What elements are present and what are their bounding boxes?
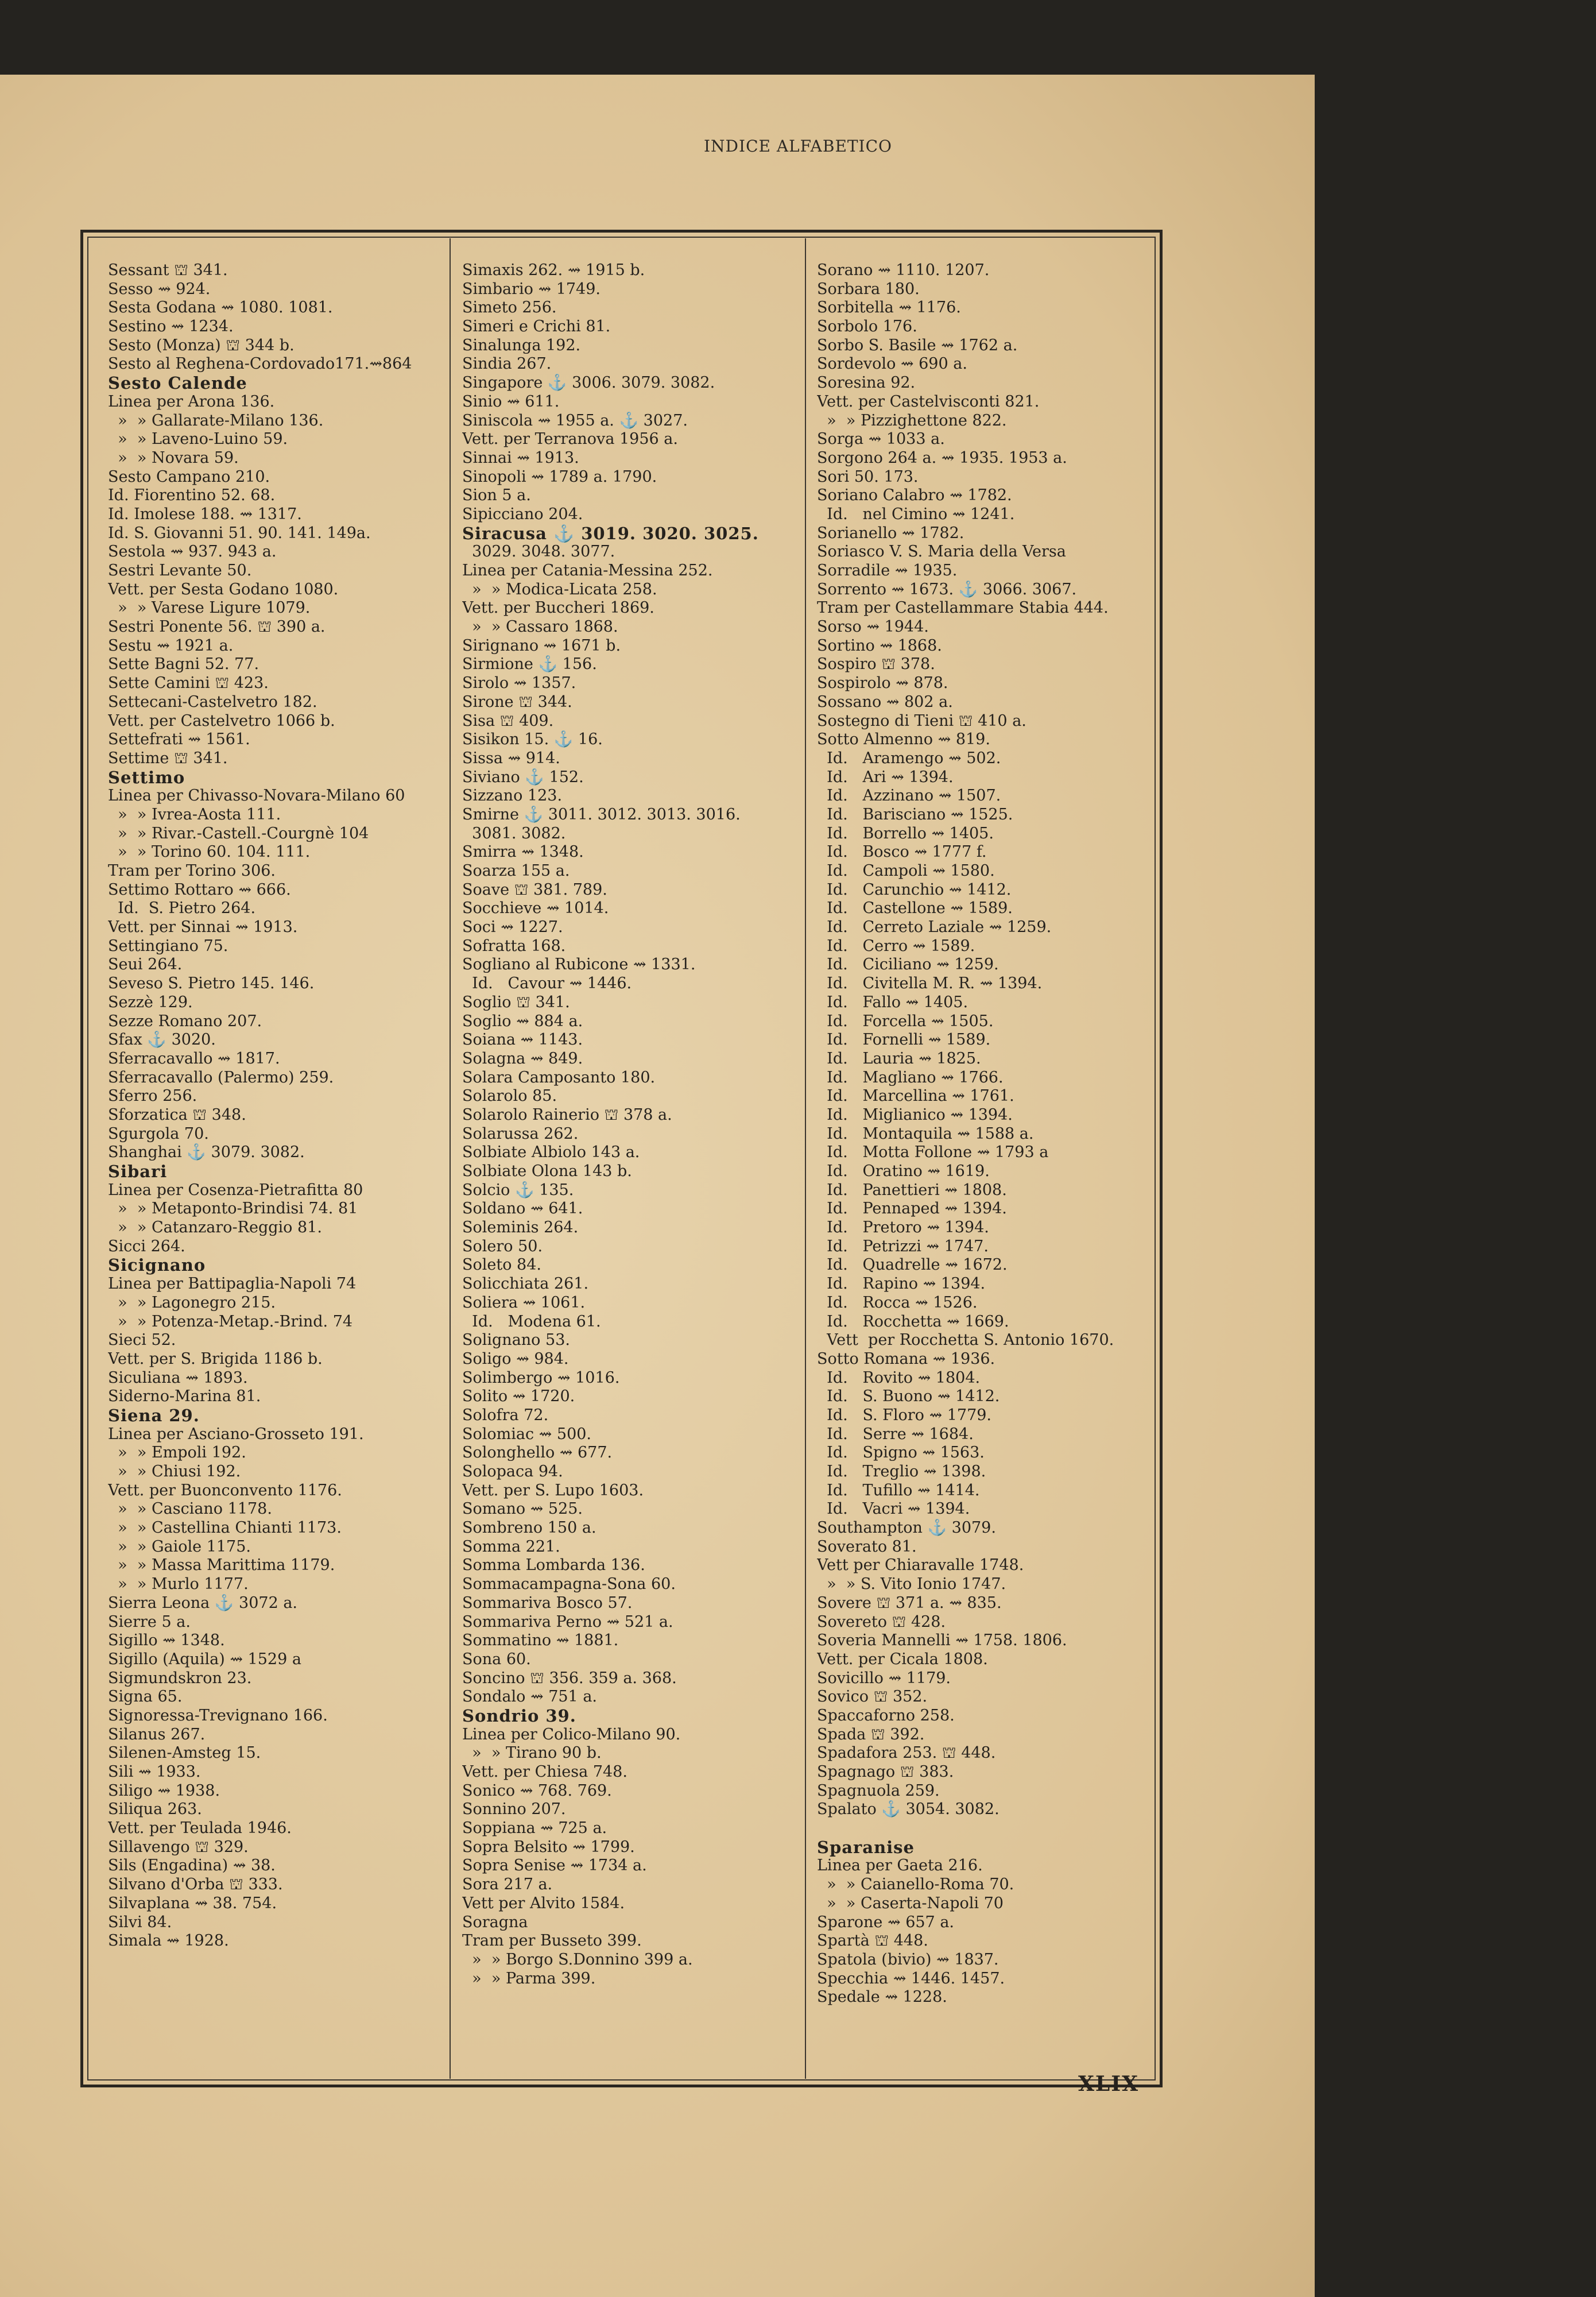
index-entry: Sicci 264. [108, 1237, 185, 1255]
index-entry: Simbario ⇝ 1749. [462, 280, 601, 298]
index-entry: Signa 65. [108, 1688, 183, 1706]
index-entry: Sferracavallo (Palermo) 259. [108, 1068, 334, 1086]
index-entry: Id. Fallo ⇝ 1405. [817, 993, 969, 1011]
index-entry: Soveria Mannelli ⇝ 1758. 1806. [817, 1631, 1067, 1650]
index-entry: Settingiano 75. [108, 937, 228, 955]
index-entry: Sessant ⛫ 341. [108, 261, 228, 279]
index-entry: Specchia ⇝ 1446. 1457. [817, 1969, 1005, 1987]
index-entry: Sorbara 180. [817, 280, 920, 298]
index-entry: Id. Marcellina ⇝ 1761. [817, 1087, 1014, 1105]
index-entry: Siviano ⚓ 152. [462, 768, 584, 786]
index-entry: Id. Rovito ⇝ 1804. [817, 1368, 981, 1387]
index-entry: Sesto (Monza) ⛫ 344 b. [108, 336, 295, 354]
index-entry: Sovereto ⛫ 428. [817, 1612, 946, 1631]
index-entry: Soragna [462, 1913, 528, 1931]
index-entry: Tram per Torino 306. [108, 862, 276, 880]
index-entry: Sinalunga 192. [462, 336, 581, 354]
index-entry: Id. Azzinano ⇝ 1507. [817, 787, 1001, 805]
index-entry: Sogliano al Rubicone ⇝ 1331. [462, 956, 696, 974]
index-entry: Linea per Asciano-Grosseto 191. [108, 1425, 364, 1443]
index-entry: Settimo Rottaro ⇝ 666. [108, 880, 291, 899]
index-entry: Tram per Busseto 399. [462, 1932, 642, 1950]
index-entry: » » Murlo 1177. [108, 1575, 249, 1594]
index-entry: » » Caserta-Napoli 70 [817, 1894, 1004, 1912]
index-entry: Id. Imolese 188. ⇝ 1317. [108, 505, 302, 523]
index-entry: » » Caianello-Roma 70. [817, 1876, 1014, 1894]
index-entry: Solarussa 262. [462, 1124, 579, 1143]
index-entry: » » Castellina Chianti 1173. [108, 1519, 342, 1537]
index-entry: Linea per Arona 136. [108, 392, 275, 411]
index-entry: Sette Camini ⛫ 423. [108, 674, 269, 693]
index-entry: Spagnago ⛫ 383. [817, 1763, 954, 1781]
index-entry: Sirmione ⚓ 156. [462, 655, 597, 674]
index-entry: Id. nel Cimino ⇝ 1241. [817, 505, 1015, 523]
index-entry: » » Metaponto-Brindisi 74. 81 [108, 1200, 358, 1218]
index-entry: Seui 264. [108, 956, 183, 974]
index-entry: Vett. per S. Brigida 1186 b. [108, 1349, 323, 1368]
index-entry: » » Pizzighettone 822. [817, 411, 1007, 430]
index-entry: Siligo ⇝ 1938. [108, 1781, 220, 1800]
index-entry: » » Gallarate-Milano 136. [108, 411, 324, 430]
index-entry: Vett. per Buonconvento 1176. [108, 1481, 342, 1499]
index-entry: Linea per Chivasso-Novara-Milano 60 [108, 787, 405, 805]
index-entry: Siculiana ⇝ 1893. [108, 1368, 248, 1387]
index-entry: » » Empoli 192. [108, 1444, 246, 1462]
index-entry: Somma 221. [462, 1537, 560, 1556]
index-entry: Solignano 53. [462, 1331, 570, 1349]
index-entry: Smirne ⚓ 3011. 3012. 3013. 3016. [462, 805, 741, 823]
index-entry: Sesto al Reghena-Cordovado171.⇝864 [108, 355, 412, 373]
index-entry: Id. S. Buono ⇝ 1412. [817, 1387, 1000, 1406]
index-entry: Sieci 52. [108, 1331, 176, 1349]
page-header: INDICE ALFABETICO [704, 137, 892, 156]
index-entry: Id. Campoli ⇝ 1580. [817, 862, 995, 880]
index-heading: Sondrio 39. [462, 1706, 576, 1726]
index-entry: Sovicillo ⇝ 1179. [817, 1669, 951, 1687]
index-entry: Sostegno di Tieni ⛫ 410 a. [817, 711, 1026, 730]
index-entry: Sgurgola 70. [108, 1124, 209, 1143]
index-entry: Settime ⛫ 341. [108, 749, 228, 767]
index-entry: Vett. per Chiesa 748. [462, 1763, 627, 1781]
index-entry: Id. Pennaped ⇝ 1394. [817, 1200, 1007, 1218]
index-entry: Id. Fornelli ⇝ 1589. [817, 1031, 991, 1049]
index-entry: Spagnuola 259. [817, 1781, 940, 1800]
index-entry: Somano ⇝ 525. [462, 1500, 583, 1518]
index-entry: Sferro 256. [108, 1087, 197, 1105]
index-column-1 [108, 261, 441, 1951]
index-entry: Sorgono 264 a. ⇝ 1935. 1953 a. [817, 448, 1067, 467]
index-entry: Siderno-Marina 81. [108, 1387, 261, 1406]
index-entry: Vett. per Cicala 1808. [817, 1650, 988, 1668]
index-heading: Sicignano [108, 1256, 206, 1275]
index-entry: » » Catanzaro-Reggio 81. [108, 1219, 322, 1237]
index-entry: Sili ⇝ 1933. [108, 1763, 201, 1781]
index-entry: Simaxis 262. ⇝ 1915 b. [462, 261, 645, 279]
index-entry: Sette Bagni 52. 77. [108, 655, 259, 674]
index-entry: Sfax ⚓ 3020. [108, 1031, 216, 1049]
index-entry: Sorianello ⇝ 1782. [817, 524, 964, 542]
index-entry: » » Novara 59. [108, 448, 239, 467]
index-entry: Soldano ⇝ 641. [462, 1200, 583, 1218]
index-entry: » » S. Vito Ionio 1747. [817, 1575, 1006, 1594]
index-entry: Soriano Calabro ⇝ 1782. [817, 486, 1012, 505]
index-entry: Id. Montaquila ⇝ 1588 a. [817, 1124, 1034, 1143]
index-entry: 3029. 3048. 3077. [462, 543, 615, 561]
index-entry: Soleminis 264. [462, 1219, 579, 1237]
index-column-3 [817, 261, 1153, 2007]
index-entry: » » Potenza-Metap.-Brind. 74 [108, 1312, 353, 1331]
index-entry: Id. Lauria ⇝ 1825. [817, 1049, 981, 1068]
index-entry: Linea per Catania-Messina 252. [462, 562, 713, 579]
index-entry: Id. Castellone ⇝ 1589. [817, 899, 1013, 918]
index-entry: Sorbitella ⇝ 1176. [817, 299, 961, 317]
index-entry: Id. Tufillo ⇝ 1414. [817, 1481, 980, 1499]
index-entry: Id. Bosco ⇝ 1777 f. [817, 843, 987, 861]
index-entry: Shanghai ⚓ 3079. 3082. [108, 1143, 305, 1162]
index-entry: Soriasco V. S. Maria della Versa [817, 543, 1066, 561]
index-entry: » » Laveno-Luino 59. [108, 430, 288, 448]
index-entry: Linea per Cosenza-Pietrafitta 80 [108, 1181, 363, 1199]
index-entry: Solarolo 85. [462, 1087, 557, 1105]
index-entry: Sommariva Perno ⇝ 521 a. [462, 1612, 673, 1631]
index-entry: Id. Petrizzi ⇝ 1747. [817, 1237, 989, 1255]
column-divider [805, 238, 806, 2079]
index-heading: Siena 29. [108, 1406, 200, 1425]
index-entry: Id. Carunchio ⇝ 1412. [817, 880, 1012, 899]
index-entry: Sinopoli ⇝ 1789 a. 1790. [462, 467, 657, 486]
index-entry: Signoressa-Trevignano 166. [108, 1706, 328, 1724]
index-entry: Soresina 92. [817, 374, 916, 392]
index-entry: Id. Ari ⇝ 1394. [817, 768, 954, 786]
index-entry: » » Massa Marittima 1179. [108, 1556, 335, 1575]
index-entry: » » Cassaro 1868. [462, 618, 618, 636]
index-entry: Sestola ⇝ 937. 943 a. [108, 543, 277, 561]
index-entry: Sotto Almenno ⇝ 819. [817, 730, 990, 749]
index-entry: Sesto Campano 210. [108, 467, 270, 486]
index-entry: Simeri e Crichi 81. [462, 318, 611, 336]
index-entry: Sonnino 207. [462, 1800, 566, 1819]
index-entry: Vett. per Buccheri 1869. [462, 599, 654, 617]
index-entry: » » Lagonegro 215. [108, 1293, 276, 1312]
index-entry: Soliera ⇝ 1061. [462, 1293, 586, 1312]
index-entry: Id. Rocca ⇝ 1526. [817, 1293, 978, 1312]
index-entry: Sombreno 150 a. [462, 1519, 596, 1537]
index-entry [817, 1819, 1153, 1838]
index-entry: » » Torino 60. 104. 111. [108, 843, 311, 861]
index-entry: Sisa ⛫ 409. [462, 711, 554, 730]
index-entry: Id. Fiorentino 52. 68. [108, 486, 276, 505]
index-entry: Sigillo (Aquila) ⇝ 1529 a [108, 1650, 301, 1668]
index-entry: Silanus 267. [108, 1725, 206, 1743]
index-entry: Vett per Chiaravalle 1748. [817, 1556, 1024, 1575]
index-entry: Spadafora 253. ⛫ 448. [817, 1744, 996, 1762]
index-entry: Id. Aramengo ⇝ 502. [817, 749, 1001, 767]
index-entry: Sizzano 123. [462, 787, 563, 805]
index-entry: Soncino ⛫ 356. 359 a. 368. [462, 1669, 677, 1687]
index-entry: Vett per Rocchetta S. Antonio 1670. [817, 1331, 1114, 1349]
index-entry: Vett. per Sinnai ⇝ 1913. [108, 918, 298, 937]
index-entry: Sospiro ⛫ 378. [817, 655, 935, 674]
index-entry: Sona 60. [462, 1650, 531, 1668]
index-entry: Vett. per Castelvisconti 821. [817, 392, 1040, 411]
index-entry: Sofratta 168. [462, 937, 566, 955]
index-entry: Soave ⛫ 381. 789. [462, 880, 607, 899]
index-entry: Id. Barisciano ⇝ 1525. [817, 805, 1013, 823]
index-entry: Sipicciano 204. [462, 505, 583, 523]
index-entry: Settefrati ⇝ 1561. [108, 730, 250, 749]
index-entry: Sorano ⇝ 1110. 1207. [817, 261, 990, 279]
index-entry: Sonico ⇝ 768. 769. [462, 1781, 612, 1800]
index-entry: Sinio ⇝ 611. [462, 392, 560, 411]
index-entry: Linea per Gaeta 216. [817, 1857, 983, 1875]
index-entry: Id. Treglio ⇝ 1398. [817, 1463, 986, 1480]
index-entry: Id. Civitella M. R. ⇝ 1394. [817, 975, 1043, 993]
index-entry: Spada ⛫ 392. [817, 1725, 925, 1743]
index-entry: Id. S. Pietro 264. [108, 899, 256, 918]
index-entry: Southampton ⚓ 3079. [817, 1519, 996, 1537]
index-entry: Simala ⇝ 1928. [108, 1932, 229, 1950]
index-entry: Sossano ⇝ 802 a. [817, 693, 953, 711]
index-entry: Silvaplana ⇝ 38. 754. [108, 1894, 277, 1912]
index-entry: Tram per Castellammare Stabia 444. [817, 599, 1109, 617]
index-entry: Sisikon 15. ⚓ 16. [462, 730, 603, 749]
index-heading: Siracusa ⚓ 3019. 3020. 3025. [462, 524, 759, 543]
index-entry: Sovere ⛫ 371 a. ⇝ 835. [817, 1594, 1002, 1612]
index-entry: Solagna ⇝ 849. [462, 1049, 583, 1068]
index-entry: Solara Camposanto 180. [462, 1068, 656, 1086]
index-entry: Solofra 72. [462, 1406, 549, 1424]
index-entry: Vett. per S. Lupo 1603. [462, 1481, 644, 1499]
index-entry: Vett. per Castelvetro 1066 b. [108, 711, 335, 730]
index-entry: Id. Rocchetta ⇝ 1669. [817, 1312, 1009, 1331]
index-entry: Sion 5 a. [462, 486, 531, 505]
page-number: XLIX [1078, 2072, 1140, 2096]
index-entry: Sopra Senise ⇝ 1734 a. [462, 1857, 647, 1875]
index-entry: Solcio ⚓ 135. [462, 1181, 574, 1199]
index-entry: » » Chiusi 192. [108, 1463, 241, 1480]
index-entry: Solbiate Olona 143 b. [462, 1162, 632, 1180]
index-entry: Id. S. Giovanni 51. 90. 141. 149a. [108, 524, 371, 542]
index-entry: Settecani-Castelvetro 182. [108, 693, 317, 711]
index-entry: Sils (Engadina) ⇝ 38. [108, 1857, 276, 1875]
index-entry: Solarolo Rainerio ⛫ 378 a. [462, 1105, 672, 1124]
index-entry: Sorbolo 176. [817, 318, 917, 336]
index-entry: Soleto 84. [462, 1256, 541, 1274]
index-entry: Sestino ⇝ 1234. [108, 318, 234, 336]
index-entry: Sigmundskron 23. [108, 1669, 252, 1687]
index-entry: Solero 50. [462, 1237, 543, 1255]
index-entry: Id. Borrello ⇝ 1405. [817, 824, 994, 842]
index-entry: Silvano d'Orba ⛫ 333. [108, 1876, 283, 1894]
index-entry: Spatola (bivio) ⇝ 1837. [817, 1950, 999, 1969]
index-entry: Siliqua 263. [108, 1800, 202, 1819]
index-entry: Id. Cavour ⇝ 1446. [462, 975, 632, 993]
index-entry: Sordevolo ⇝ 690 a. [817, 355, 967, 373]
index-entry: Sissa ⇝ 914. [462, 749, 560, 767]
index-entry: Sorradile ⇝ 1935. [817, 562, 958, 579]
index-entry: Id. S. Floro ⇝ 1779. [817, 1406, 992, 1424]
index-entry: Id. Pretoro ⇝ 1394. [817, 1219, 989, 1237]
index-entry: Vett. per Teulada 1946. [108, 1819, 292, 1838]
index-entry: Sezzè 129. [108, 993, 193, 1011]
index-entry: Id. Modena 61. [462, 1312, 601, 1331]
index-entry: Id. Cerro ⇝ 1589. [817, 937, 975, 955]
index-entry: Sillavengo ⛫ 329. [108, 1838, 249, 1856]
index-entry: Singapore ⚓ 3006. 3079. 3082. [462, 374, 715, 392]
index-entry: Sestri Levante 50. [108, 562, 252, 579]
index-entry: Solopaca 94. [462, 1463, 563, 1480]
index-entry: Spaccaforno 258. [817, 1706, 955, 1724]
index-entry: Somma Lombarda 136. [462, 1556, 645, 1575]
index-entry: Solimbergo ⇝ 1016. [462, 1368, 620, 1387]
index-entry: Id. Serre ⇝ 1684. [817, 1425, 974, 1443]
index-entry: Id. Rapino ⇝ 1394. [817, 1275, 986, 1293]
index-entry: Sirone ⛫ 344. [462, 693, 572, 711]
index-heading: Sibari [108, 1162, 168, 1181]
index-entry: Id. Motta Follone ⇝ 1793 a [817, 1143, 1049, 1162]
index-entry: Soci ⇝ 1227. [462, 918, 563, 937]
index-entry: Sommacampagna-Sona 60. [462, 1575, 676, 1594]
index-entry: Sorga ⇝ 1033 a. [817, 430, 945, 448]
index-entry: Sommatino ⇝ 1881. [462, 1631, 619, 1650]
index-entry: Sforzatica ⛫ 348. [108, 1105, 246, 1124]
index-entry: Id. Panettieri ⇝ 1808. [817, 1181, 1007, 1199]
index-entry: Solonghello ⇝ 677. [462, 1444, 613, 1462]
index-entry: » » Tirano 90 b. [462, 1744, 602, 1762]
index-entry: Solomiac ⇝ 500. [462, 1425, 592, 1443]
index-entry: Sezze Romano 207. [108, 1012, 262, 1030]
index-entry: Sesta Godana ⇝ 1080. 1081. [108, 299, 333, 317]
index-entry: Silvi 84. [108, 1913, 172, 1931]
index-entry: » » Gaiole 1175. [108, 1537, 251, 1556]
index-entry: Sparone ⇝ 657 a. [817, 1913, 954, 1931]
index-entry: Id. Vacri ⇝ 1394. [817, 1500, 970, 1518]
index-entry: Id. Magliano ⇝ 1766. [817, 1068, 1004, 1086]
index-entry: Sorso ⇝ 1944. [817, 618, 929, 636]
index-entry: Id. Spigno ⇝ 1563. [817, 1444, 985, 1462]
index-heading: Settimo [108, 768, 185, 787]
index-entry: Sotto Romana ⇝ 1936. [817, 1349, 995, 1368]
index-entry: Id. Forcella ⇝ 1505. [817, 1012, 994, 1030]
index-entry: Smirra ⇝ 1348. [462, 843, 584, 861]
index-entry: Sospirolo ⇝ 878. [817, 674, 948, 693]
index-entry: Soarza 155 a. [462, 862, 570, 880]
index-entry: Id. Ciciliano ⇝ 1259. [817, 956, 999, 974]
index-entry: Sestri Ponente 56. ⛫ 390 a. [108, 618, 326, 636]
index-entry: 3081. 3082. [462, 824, 566, 842]
index-entry: Sorbo S. Basile ⇝ 1762 a. [817, 336, 1018, 354]
index-entry: Sierra Leona ⚓ 3072 a. [108, 1594, 298, 1612]
index-entry: Sirolo ⇝ 1357. [462, 674, 576, 693]
index-entry: Sestu ⇝ 1921 a. [108, 636, 234, 655]
index-entry: Soligo ⇝ 984. [462, 1349, 569, 1368]
index-entry: Soglio ⇝ 884 a. [462, 1012, 583, 1030]
index-entry: » » Borgo S.Donnino 399 a. [462, 1950, 693, 1969]
index-entry: Sora 217 a. [462, 1876, 553, 1894]
index-entry: » » Ivrea-Aosta 111. [108, 805, 281, 823]
index-entry: Sondalo ⇝ 751 a. [462, 1688, 597, 1706]
index-entry: Vett. per Terranova 1956 a. [462, 430, 678, 448]
index-entry: Solbiate Albiolo 143 a. [462, 1143, 640, 1162]
index-entry: Socchieve ⇝ 1014. [462, 899, 609, 918]
index-entry: Sommariva Bosco 57. [462, 1594, 633, 1612]
index-entry: Soverato 81. [817, 1537, 917, 1556]
index-entry: Spartà ⛫ 448. [817, 1932, 928, 1950]
index-entry: Sovico ⛫ 352. [817, 1688, 928, 1706]
index-entry: Sori 50. 173. [817, 467, 919, 486]
index-entry: Solito ⇝ 1720. [462, 1387, 575, 1406]
index-entry: Id. Oratino ⇝ 1619. [817, 1162, 990, 1180]
column-divider [450, 238, 451, 2079]
index-entry: Id. Quadrelle ⇝ 1672. [817, 1256, 1008, 1274]
index-entry: Id. Miglianico ⇝ 1394. [817, 1105, 1013, 1124]
index-entry: » » Casciano 1178. [108, 1500, 272, 1518]
index-entry: Soppiana ⇝ 725 a. [462, 1819, 607, 1838]
index-entry: Sorrento ⇝ 1673. ⚓ 3066. 3067. [817, 580, 1077, 598]
index-entry: Sirignano ⇝ 1671 b. [462, 636, 621, 655]
index-entry: Sinnai ⇝ 1913. [462, 448, 579, 467]
index-entry: » » Modica-Licata 258. [462, 580, 657, 598]
index-entry: Linea per Colico-Milano 90. [462, 1725, 681, 1743]
index-heading: Sparanise [817, 1838, 915, 1857]
index-entry: Simeto 256. [462, 299, 557, 317]
index-entry: Sferracavallo ⇝ 1817. [108, 1049, 280, 1068]
index-entry: Seveso S. Pietro 145. 146. [108, 975, 315, 993]
index-entry: » » Rivar.-Castell.-Courgnè 104 [108, 824, 369, 842]
index-entry: Sierre 5 a. [108, 1612, 191, 1631]
index-entry: Sesso ⇝ 924. [108, 280, 211, 298]
index-heading: Sesto Calende [108, 374, 247, 393]
index-entry: Siniscola ⇝ 1955 a. ⚓ 3027. [462, 411, 688, 430]
index-entry: » » Parma 399. [462, 1969, 596, 1987]
index-entry: Sindia 267. [462, 355, 552, 373]
index-entry: Sopra Belsito ⇝ 1799. [462, 1838, 635, 1856]
index-entry: Id. Cerreto Laziale ⇝ 1259. [817, 918, 1052, 937]
index-entry: Vett. per Sesta Godano 1080. [108, 580, 339, 598]
index-entry: Sortino ⇝ 1868. [817, 636, 942, 655]
index-entry: » » Varese Ligure 1079. [108, 599, 311, 617]
index-entry: Spedale ⇝ 1228. [817, 1988, 947, 2006]
index-entry: Silenen-Amsteg 15. [108, 1744, 261, 1762]
index-column-2 [462, 261, 795, 1988]
index-entry: Spalato ⚓ 3054. 3082. [817, 1800, 1000, 1819]
index-entry: Vett per Alvito 1584. [462, 1894, 625, 1912]
index-entry: Solicchiata 261. [462, 1275, 589, 1293]
index-entry: Soiana ⇝ 1143. [462, 1031, 583, 1049]
index-entry: Soglio ⛫ 341. [462, 993, 570, 1011]
index-entry: Linea per Battipaglia-Napoli 74 [108, 1275, 357, 1293]
index-entry: Sigillo ⇝ 1348. [108, 1631, 225, 1650]
